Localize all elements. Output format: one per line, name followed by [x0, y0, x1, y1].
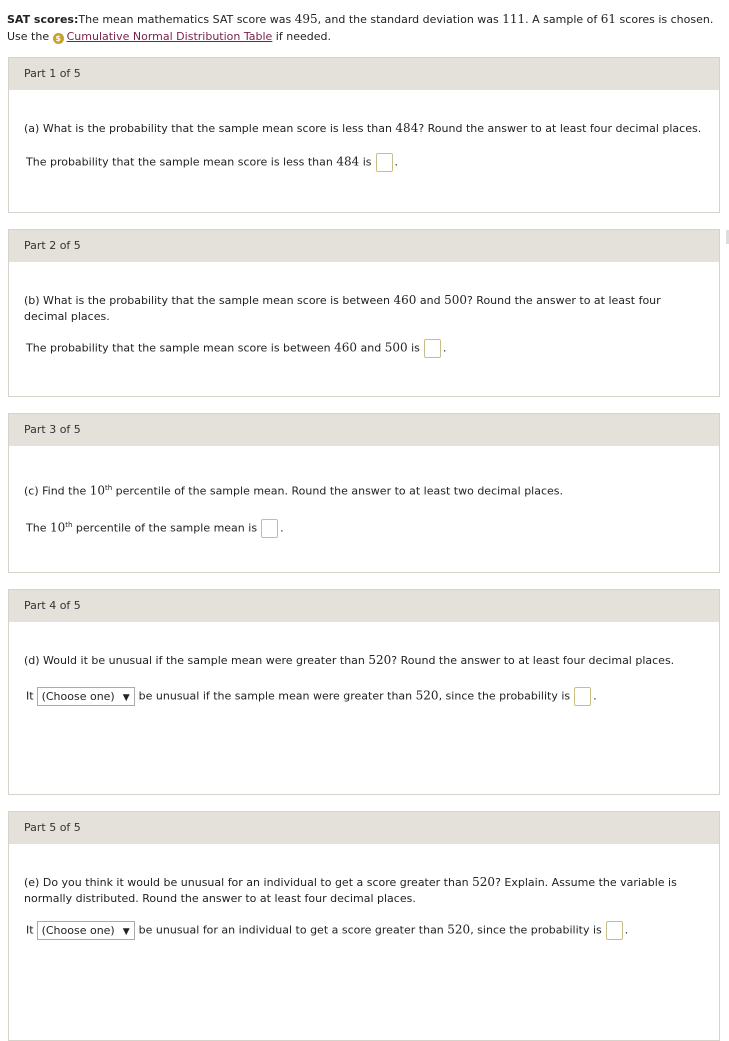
part-4-answer: It (Choose one) ▼ be unusual if the sample mean were greater than 520, since the probability is . [26, 687, 597, 706]
part-2-header: Part 2 of 5 [9, 230, 719, 262]
part-5-header: Part 5 of 5 [9, 812, 719, 844]
part-5-question: (e) Do you think it would be unusual for an individual to get a score greater than 520? Explain. Assume the variable is normally distributed. Round the answer to at least four decimal places. [24, 875, 677, 905]
part-3-header: Part 3 of 5 [9, 414, 719, 446]
part-5-answer: It (Choose one) ▼ be unusual for an individual to get a score greater than 520, since the probability is . [26, 921, 628, 940]
part-1-question: (a) What is the probability that the sample mean score is less than 484? Round the answer to at least four decimal places. [24, 121, 702, 135]
part-4-answer-input[interactable] [574, 687, 591, 706]
part-2-answer-input[interactable] [424, 339, 441, 358]
info-circle-icon: $ [53, 33, 64, 44]
part-3-answer: The 10th percentile of the sample mean is . [26, 517, 284, 538]
part-4-header: Part 4 of 5 [9, 590, 719, 622]
part-4-choose-select[interactable]: (Choose one) ▼ [37, 687, 135, 706]
part-2-panel [8, 229, 720, 397]
part-5-choose-select[interactable]: (Choose one) ▼ [37, 921, 135, 940]
part-3-panel [8, 413, 720, 573]
part-1-panel [8, 57, 720, 213]
part-4-question: (d) Would it be unusual if the sample mean were greater than 520? Round the answer to at least four decimal places. [24, 653, 675, 667]
distribution-table-link[interactable]: Cumulative Normal Distribution Table [66, 30, 273, 43]
part-2-answer: The probability that the sample mean score is between 460 and 500 is . [26, 339, 446, 358]
part-3-answer-input[interactable] [261, 519, 278, 538]
part-1-header: Part 1 of 5 [9, 58, 719, 90]
dropdown-arrow-icon: ▼ [122, 693, 130, 703]
part-1-answer-input[interactable] [376, 153, 393, 172]
problem-title: SAT scores: [7, 13, 79, 26]
part-5-answer-input[interactable] [606, 921, 623, 940]
part-4-panel [8, 589, 720, 795]
part-2-question: (b) What is the probability that the sample mean score is between 460 and 500? Round the answer to at least four decimal places. [24, 293, 661, 323]
part-5-panel [8, 811, 720, 1041]
part-3-question: (c) Find the 10th percentile of the sample mean. Round the answer to at least two decimal places. [24, 483, 564, 498]
part-1-answer: The probability that the sample mean score is less than 484 is . [26, 153, 398, 172]
dropdown-arrow-icon: ▼ [122, 927, 130, 937]
problem-statement: SAT scores:The mean mathematics SAT score was 495, and the standard deviation was 111. A sample of 61 scores is chosen. Use the $ Cumulative Normal Distribution Table if needed. [7, 12, 714, 43]
